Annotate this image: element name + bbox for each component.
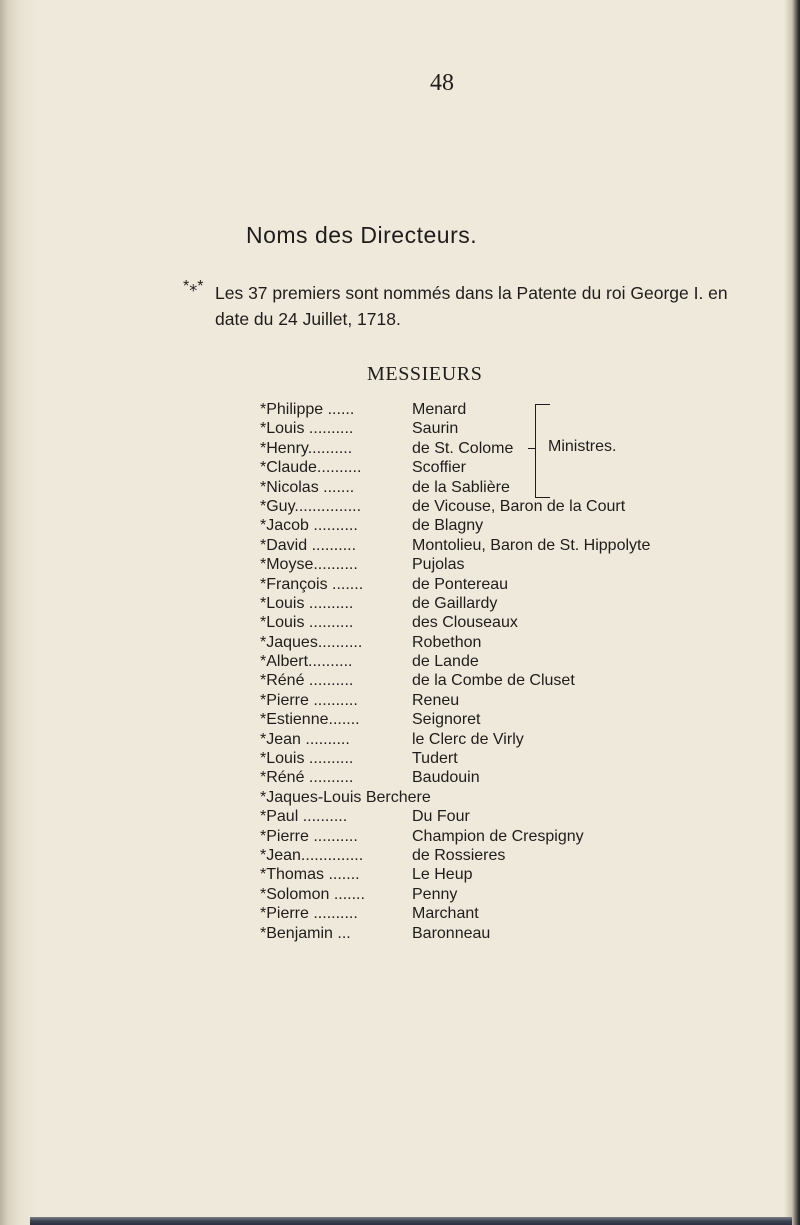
director-first-name: *François ....... bbox=[260, 575, 364, 593]
page-title: Noms des Directeurs. bbox=[246, 222, 478, 248]
director-surname: de St. Colome bbox=[412, 439, 514, 457]
director-row bbox=[260, 730, 524, 749]
scan-bottom-strip bbox=[30, 1217, 792, 1225]
director-surname: Scoffier bbox=[412, 459, 466, 477]
director-surname: Robethon bbox=[412, 633, 482, 651]
director-row bbox=[260, 788, 431, 807]
director-row bbox=[260, 419, 459, 438]
director-first-name: *Pierre .......... bbox=[260, 827, 358, 845]
director-row bbox=[260, 536, 651, 555]
director-row bbox=[260, 652, 479, 671]
director-first-name: *Louis .......... bbox=[260, 594, 354, 612]
director-row bbox=[260, 691, 460, 710]
director-row bbox=[260, 575, 509, 594]
director-first-name: *Pierre .......... bbox=[260, 905, 358, 923]
director-first-name: *Albert.......... bbox=[260, 653, 353, 671]
director-first-name: *Nicolas ....... bbox=[260, 478, 355, 496]
note-text: Les 37 premiers sont nommés dans la Patente du roi George I. en date du 24 Juillet, 1718. bbox=[215, 283, 728, 329]
director-first-name: *Guy............... bbox=[260, 497, 362, 515]
director-first-name: *Louis .......... bbox=[260, 420, 354, 438]
director-surname: de Blagny bbox=[412, 517, 484, 535]
director-surname: Du Four bbox=[412, 808, 470, 826]
director-first-name: *Paul .......... bbox=[260, 808, 348, 826]
director-surname: de Vicouse, Baron de la Court bbox=[412, 497, 626, 515]
note-paragraph bbox=[183, 278, 735, 332]
director-surname: Champion de Crespigny bbox=[412, 827, 584, 845]
director-surname: de Rossieres bbox=[412, 846, 506, 864]
director-first-name: *Claude.......... bbox=[260, 459, 362, 477]
director-surname: Le Heup bbox=[412, 866, 473, 884]
director-first-name: *Philippe ...... bbox=[260, 401, 355, 418]
director-row bbox=[260, 613, 518, 632]
director-row bbox=[260, 439, 514, 458]
director-surname: le Clerc de Virly bbox=[412, 730, 524, 748]
director-row bbox=[260, 807, 470, 826]
director-surname: Marchant bbox=[412, 905, 479, 923]
director-surname: Reneu bbox=[412, 691, 460, 709]
director-surname: de Lande bbox=[412, 653, 479, 671]
director-row bbox=[260, 904, 479, 923]
director-row bbox=[260, 633, 482, 652]
director-first-name: *Pierre .......... bbox=[260, 691, 358, 709]
director-surname: de la Sablière bbox=[412, 478, 510, 496]
director-first-name: *Louis .......... bbox=[260, 614, 354, 632]
ministres-label: Ministres. bbox=[548, 438, 617, 455]
director-surname: Baudouin bbox=[412, 769, 480, 787]
director-surname: Baronneau bbox=[412, 924, 491, 942]
director-first-name: *Réné .......... bbox=[260, 769, 354, 787]
asterism-mark: *⁎* bbox=[183, 278, 204, 295]
director-first-name: *Henry.......... bbox=[260, 439, 353, 457]
director-surname: de la Combe de Cluset bbox=[412, 672, 575, 690]
director-first-name: *Moyse.......... bbox=[260, 556, 358, 574]
director-surname: Pujolas bbox=[412, 556, 465, 574]
director-surname: Menard bbox=[412, 401, 467, 418]
director-row bbox=[260, 827, 584, 846]
page-edge-shadow bbox=[784, 0, 800, 1225]
director-row bbox=[260, 749, 458, 768]
director-surname: Seignoret bbox=[412, 711, 481, 729]
director-row bbox=[260, 516, 484, 535]
director-first-name: *Louis .......... bbox=[260, 750, 354, 768]
director-first-name: *David .......... bbox=[260, 536, 357, 554]
director-surname: Saurin bbox=[412, 420, 459, 438]
director-surname: des Clouseaux bbox=[412, 614, 518, 632]
director-row bbox=[260, 885, 458, 904]
director-first-name: *Benjamin ... bbox=[260, 924, 351, 942]
director-first-name: *Solomon ....... bbox=[260, 885, 365, 903]
director-row bbox=[260, 594, 498, 613]
director-row bbox=[260, 555, 465, 574]
director-surname: Montolieu, Baron de St. Hippolyte bbox=[412, 536, 651, 554]
director-surname: Tudert bbox=[412, 750, 458, 768]
director-row bbox=[260, 924, 491, 943]
page-number: 48 bbox=[430, 70, 454, 96]
director-row bbox=[260, 710, 481, 729]
director-surname: de Pontereau bbox=[412, 575, 509, 593]
director-first-name: *Jean .......... bbox=[260, 730, 350, 748]
director-first-name: *Réné .......... bbox=[260, 672, 354, 690]
director-row bbox=[260, 865, 473, 884]
director-row bbox=[260, 458, 466, 477]
director-first-name: *Estienne....... bbox=[260, 711, 360, 729]
director-row bbox=[260, 497, 626, 516]
director-first-name: *Jacob .......... bbox=[260, 517, 358, 535]
director-row bbox=[260, 478, 510, 497]
director-surname: Penny bbox=[412, 885, 458, 903]
director-row bbox=[260, 400, 467, 419]
director-first-name: *Jean.............. bbox=[260, 846, 364, 864]
director-surname: de Gaillardy bbox=[412, 594, 498, 612]
page-binding-shadow bbox=[0, 0, 38, 1225]
director-row bbox=[260, 846, 506, 865]
director-row bbox=[260, 671, 575, 690]
director-first-name: *Jaques-Louis Berchere bbox=[260, 788, 431, 806]
director-row bbox=[260, 768, 480, 787]
director-first-name: *Thomas ....... bbox=[260, 866, 360, 884]
section-heading: MESSIEURS bbox=[367, 363, 483, 385]
director-first-name: *Jaques.......... bbox=[260, 633, 363, 651]
